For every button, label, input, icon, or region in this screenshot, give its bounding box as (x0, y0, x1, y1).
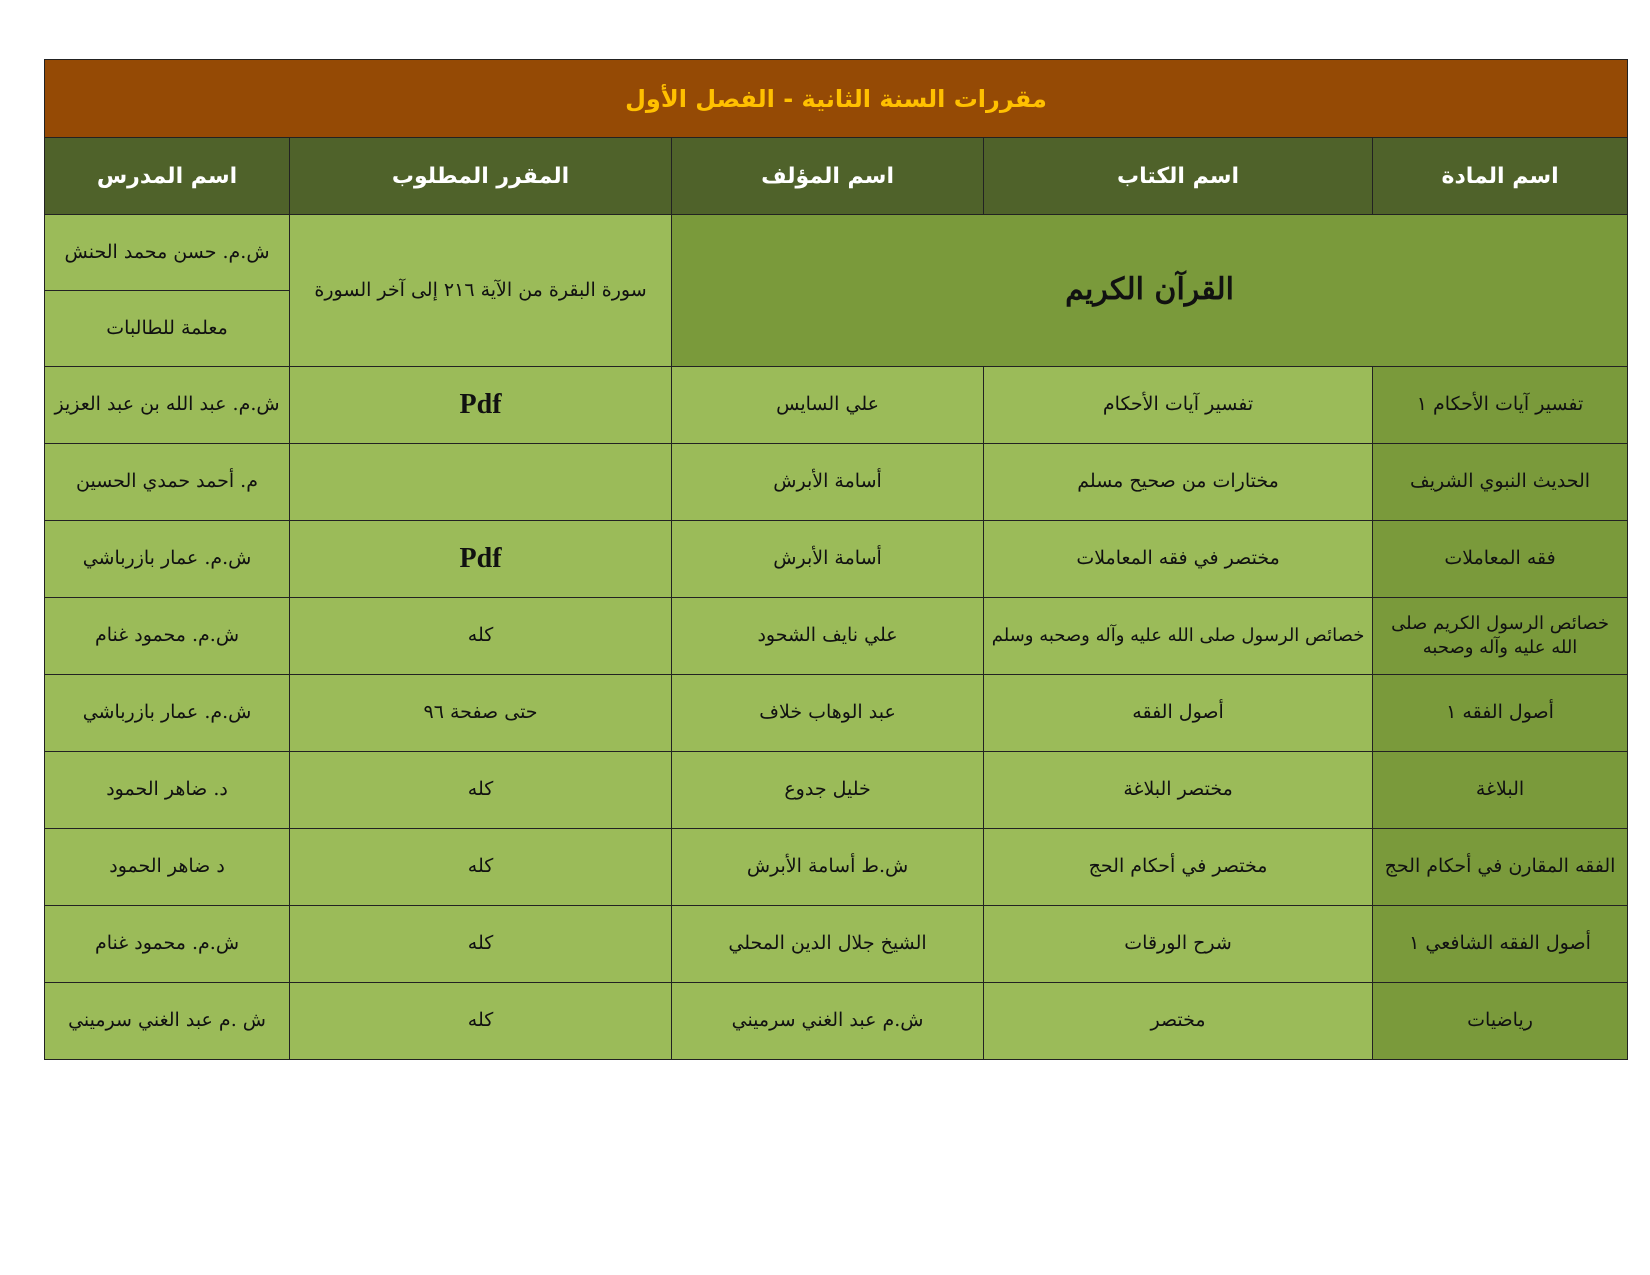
table-row (45, 675, 1628, 752)
table-row (45, 521, 1628, 598)
header-row (45, 138, 1628, 215)
cell-book: مختصر البلاغة (984, 752, 1373, 829)
cell-required (290, 444, 672, 521)
cell-required: كله (290, 829, 672, 906)
cell-subject: البلاغة (1373, 752, 1628, 829)
cell-book: مختارات من صحيح مسلم (984, 444, 1373, 521)
cell-subject: خصائص الرسول الكريم صلى الله عليه وآله وصحبه (1373, 598, 1628, 675)
cell-subject: الفقه المقارن في أحكام الحج (1373, 829, 1628, 906)
cell-teacher: ش.م. عمار بازرباشي (45, 521, 290, 598)
table-row (45, 983, 1628, 1060)
cell-required: كله (290, 906, 672, 983)
cell-book: خصائص الرسول صلى الله عليه وآله وصحبه وسلم (984, 598, 1373, 675)
table-row (45, 444, 1628, 521)
cell-author: الشيخ جلال الدين المحلي (672, 906, 984, 983)
cell-book: مختصر في أحكام الحج (984, 829, 1373, 906)
cell-author: عبد الوهاب خلاف (672, 675, 984, 752)
cell-book: شرح الورقات (984, 906, 1373, 983)
cell-required: حتى صفحة ٩٦ (290, 675, 672, 752)
cell-author: علي السايس (672, 367, 984, 444)
cell-book: أصول الفقه (984, 675, 1373, 752)
quran-subject: القرآن الكريم (672, 215, 1628, 367)
cell-subject: رياضيات (1373, 983, 1628, 1060)
cell-required: كله (290, 983, 672, 1060)
curriculum-table (44, 59, 1628, 1060)
cell-author: ش.ط أسامة الأبرش (672, 829, 984, 906)
cell-teacher: ش.م. عمار بازرباشي (45, 675, 290, 752)
cell-subject: فقه المعاملات (1373, 521, 1628, 598)
table-row (45, 829, 1628, 906)
cell-subject: تفسير آيات الأحكام ١ (1373, 367, 1628, 444)
table-row (45, 906, 1628, 983)
cell-book: مختصر (984, 983, 1373, 1060)
cell-author: أسامة الأبرش (672, 521, 984, 598)
quran-teacher-1: ش.م. حسن محمد الحنش (45, 215, 290, 291)
header-book: اسم الكتاب (984, 138, 1373, 215)
cell-required: Pdf (290, 367, 672, 444)
header-subject: اسم المادة (1373, 138, 1628, 215)
header-teacher: اسم المدرس (45, 138, 290, 215)
cell-author: علي نايف الشحود (672, 598, 984, 675)
cell-subject: الحديث النبوي الشريف (1373, 444, 1628, 521)
cell-teacher: د. ضاهر الحمود (45, 752, 290, 829)
cell-required: Pdf (290, 521, 672, 598)
cell-teacher: ش .م عبد الغني سرميني (45, 983, 290, 1060)
quran-required: سورة البقرة من الآية ٢١٦ إلى آخر السورة (290, 215, 672, 367)
cell-teacher: د ضاهر الحمود (45, 829, 290, 906)
cell-required: كله (290, 752, 672, 829)
cell-teacher: ش.م. محمود غنام (45, 598, 290, 675)
table-row (45, 752, 1628, 829)
cell-required: كله (290, 598, 672, 675)
cell-teacher: م. أحمد حمدي الحسين (45, 444, 290, 521)
table-row (45, 367, 1628, 444)
quran-row (45, 215, 1628, 291)
cell-book: تفسير آيات الأحكام (984, 367, 1373, 444)
cell-author: أسامة الأبرش (672, 444, 984, 521)
curriculum-sheet (44, 59, 1627, 1060)
cell-teacher: ش.م. محمود غنام (45, 906, 290, 983)
cell-author: ش.م عبد الغني سرميني (672, 983, 984, 1060)
header-author: اسم المؤلف (672, 138, 984, 215)
cell-subject: أصول الفقه ١ (1373, 675, 1628, 752)
table-title: مقررات السنة الثانية - الفصل الأول (45, 60, 1628, 138)
cell-subject: أصول الفقه الشافعي ١ (1373, 906, 1628, 983)
cell-teacher: ش.م. عبد الله بن عبد العزيز (45, 367, 290, 444)
cell-author: خليل جدوع (672, 752, 984, 829)
table-row (45, 598, 1628, 675)
cell-book: مختصر في فقه المعاملات (984, 521, 1373, 598)
header-required: المقرر المطلوب (290, 138, 672, 215)
quran-teacher-2: معلمة للطالبات (45, 291, 290, 367)
